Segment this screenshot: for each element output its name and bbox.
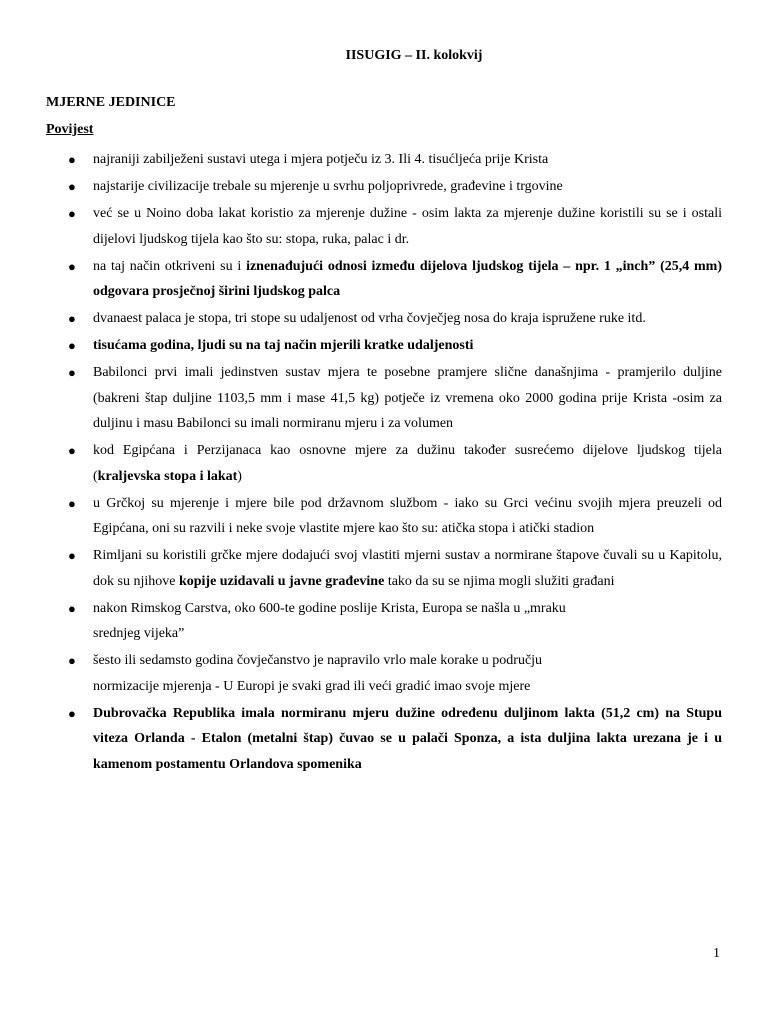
bullet-icon: ● [68,653,76,668]
list-item-text: šesto ili sedamsto godina čovječanstvo je napravilo vrlo male korake u području [93,653,543,668]
bullet-icon: ● [68,338,76,353]
list-item-text: tako da su se njima mogli služiti građani [384,573,615,589]
list-item [46,648,722,699]
list-item-text: kod Egipćana i Perzijanaca kao osnovne mjere za dužinu također susrećemo dijelove ljudskog tijela ( [93,443,722,484]
list-item [46,333,722,359]
section-heading: MJERNE JEDINICE [46,95,176,110]
list-item [46,360,722,437]
list-item-text: normizacije mjerenja - U Europi je svaki grad ili veći gradić imao svoje mjere [93,678,531,694]
list-item [46,254,722,305]
list-item [46,701,722,778]
list-item [46,201,722,252]
list-item [46,438,722,489]
document-page [46,48,722,779]
document-title: IISUGIG – II. kolokvij [345,48,483,63]
bullet-icon: ● [68,600,76,616]
list-item-text: srednjeg vijeka” [93,626,185,641]
bullet-icon: ● [68,152,76,167]
bullet-icon: ● [68,443,76,458]
list-item-text: već se u Noino doba lakat koristio za mjerenje dužine - osim lakta za mjerenje dužine koristili su se i ostali dijelovi ljudskog tijela kao što su: stopa, ruka, palac i dr. [93,206,722,247]
bold-text: tisućama godina, ljudi su na taj način mjerili kratke udaljenosti [93,338,474,353]
list-item [46,306,722,332]
list-item-text: Rimljani su koristili grčke mjere dodajući svoj vlastiti mjerni sustav a normirane štapove čuvali su u Kapitolu, dok su njihove [93,548,722,589]
bullet-icon: ● [68,365,76,380]
list-item-text: dvanaest palaca je stopa, tri stope su udaljenost od vrha čovječjeg nosa do kraja ispružene ruke itd. [93,311,646,326]
list-item-text: najraniji zabilježeni sustavi utega i mjera potječu iz 3. Ili 4. tisućljeća prije Krista [93,152,549,167]
bullet-icon: ● [68,705,76,721]
list-item-text: na taj način otkriveni su i [93,258,247,274]
list-item [46,491,722,542]
list-item-text: u Grčkoj su mjerenje i mjere bile pod državnom službom - iako su Grci većinu svojih mjera preuzeli od Egipćana, oni su razvili i neke svoje vlastite mjere kao što su: atička stopa i atički stadion [93,495,722,536]
list-item [46,596,722,647]
list-item-text: ) [237,468,242,484]
list-item-text: nakon Rimskog Carstva, oko 600-te godine poslije Krista, Europa se našla u „mraku [93,600,566,616]
bullet-icon: ● [68,258,76,274]
list-item-text: Babilonci prvi imali jedinstven sustav mjera te posebne pramjere slične današnjima - pramjerilo duljine (bakreni štap duljine 1103,5 mm i mase 41,5 kg) potječe iz vremena oko 2000 godina prije Krista -osim za duljinu i masu Babilonci su imali normiranu mjeru i za volumen [93,365,722,431]
list-item [46,543,722,594]
bullet-icon: ● [68,311,76,326]
list-item [46,147,722,173]
bullet-icon: ● [68,495,76,511]
subsection-heading: Povijest [46,122,94,137]
list-item-text: najstarije civilizacije trebale su mjerenje u svrhu poljoprivrede, građevine i trgovine [93,179,563,194]
bold-text: Dubrovačka Republika imala normiranu mjeru dužine određenu duljinom lakta (51,2 cm) na Stupu viteza Orlanda - Etalon (metalni štap) čuvao se u palači Sponza, a ista duljina lakta urezana je i u kamenom postamentu Orlandova spomenika [93,705,722,772]
list-item [46,174,722,200]
bullet-icon: ● [68,206,76,221]
bullet-icon: ● [68,548,76,563]
page-number: 1 [713,946,720,961]
bold-text: kopije uzidavali u javne građevine [178,573,385,589]
bold-text: iznenađujući odnosi između dijelova ljudskog tijela – npr. 1 „inch” (25,4 mm) odgovara prosječnoj širini ljudskog palca [93,258,722,299]
bold-text: kraljevska stopa i lakat [97,468,238,484]
bullet-list [46,147,722,777]
bullet-icon: ● [68,179,76,194]
